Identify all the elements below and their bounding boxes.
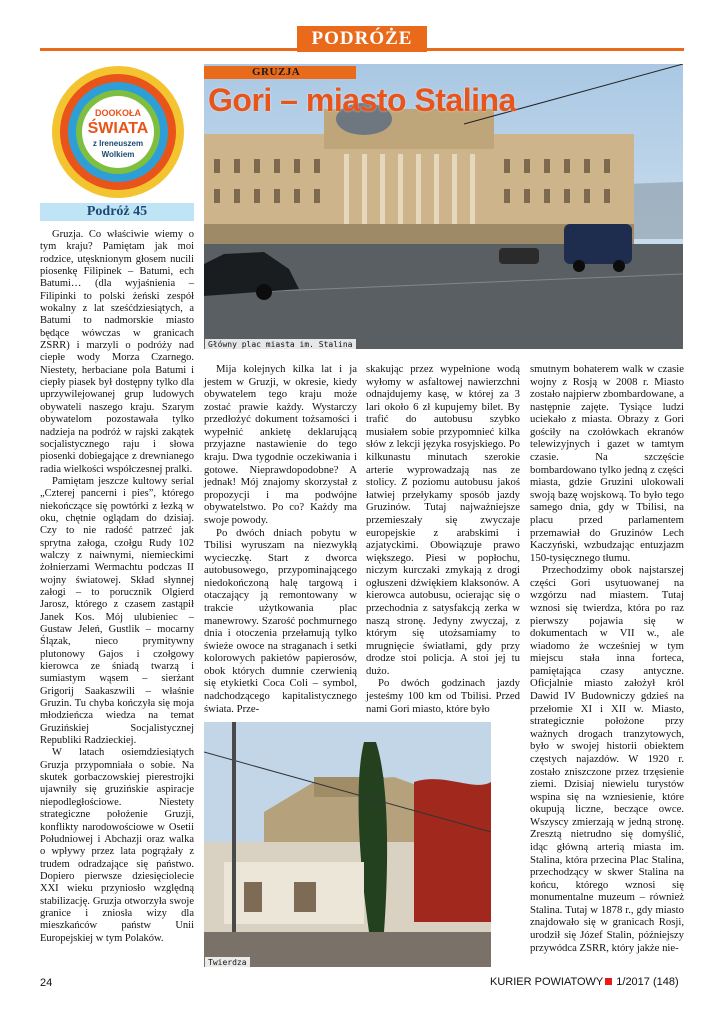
paragraph: skakując przez wypełnione wodą wyłomy w asfaltowej nawierzchni odnajdujemy kasę, w której za 3 lari około 6 zł kupujemy bilet. By trafić do autobusu szybko musiałem sobie przypomnieć kilka słów z lekcji języka rosyjskiego. Po kilkunastu minutach szerokie arterie wyprowadzają nas ze stolicy. Z poziomu autobusu jakoś łatwiej przełykamy sposób jazdy Gruzinów. Tutaj najważniejsze przemieszały się zwyczaje europejskie z arabskimi i azjatyckimi. Obowiązuje prawo większego. Piesi w popłochu, niczym kurczaki zmykają z drogi ogłuszeni dźwiękiem klaksonów. A kierowca autobusu, ocierając się o przechodnia z satysfakcją zerka w naszą stronę. Jedyny zwyczaj, z którym się utożsamiamy to mrugnięcie światłami, gdy przy drodze stoi policja. A stoi jej tu dużo. <box>366 363 520 677</box>
fortress-photo <box>204 722 491 967</box>
paragraph: Pamiętam jeszcze kultowy serial „Czterej pancerni i pies”, którego niekończące się powtórki z łezką w oku, chętnie oglądam do dzisiaj. Czy to nie radość patrzeć jak sprytna załoga, czołgu Rudy 102 walczy z naiwnymi, niemieckimi żołnierzami Wermachtu podczas II wojny światowej. Skład słynnej załogi – to porucznik Olgierd Jarosz, którego z czasem zastąpił Janek Kos. Mój ulubieniec – Gustaw Jeleń, Gustlik – mocarny Ślązak, nieco prymitywny plutonowy Gajos i czołgowy kierowca ze śniadą twarzą i sumiastym wąsem – sierżant Grigorij Saakaszwili – właśnie Gruzin. Tu chyba kończyła się moja młodzieńcza wiedza na temat Gruzińskiej Socjalistycznej Republiki Radzieckiej. <box>40 475 194 747</box>
text-column-2 <box>204 363 357 715</box>
publication-name: KURIER POWIATOWY <box>490 976 604 988</box>
paragraph: Mija kolejnych kilka lat i ja jestem w Gruzji, w okresie, kiedy obywatelem tego kraju może zostać prawie każdy. Wystarczy przedłożyć dokument tożsamości i wypełnić ankietę deklarującą przyjazne nastawienie do tego kraju. Dwa tygodnie oczekiwania i gotowe. Nieprawdopodobne? A jednak! Mój znajomy skorzystał z propozycji i ma podwójne obywatelstwo. Po co? Każdy ma swoje powody. <box>204 363 357 526</box>
footer-publication <box>490 976 679 988</box>
photo1-caption: Główny plac miasta im. Stalina <box>205 339 356 351</box>
series-label: Podróż 45 <box>40 203 194 221</box>
text-column-3 <box>366 363 520 715</box>
logo-line4: Wolkiem <box>101 150 135 159</box>
paragraph: W latach osiemdziesiątych Gruzja przypomniała o sobie. Na skutek gorbaczowskiej pierestrojki ujawniły się gruzińskie aspiracje niepodległościowe. Niestety strategiczne położenie Gruzji, konflikty narodowościowe w Osetii Południowej i Abchazji oraz walka o wpływy przez lata pogrążały z trudem odradzające się państwo. Dopiero pierwsze dziesięciolecie XXI wieku przyniosło względną stabilizację. Gruzja otworzyła swoje granice i zniosła wizy dla mieszkańców państw Unii Europejskiej w tym Polaków. <box>40 747 194 944</box>
logo-line2: ŚWIATA <box>87 120 149 137</box>
logo-line1: DOOKOŁA <box>95 108 141 118</box>
issue-number: 1/2017 (148) <box>616 976 679 988</box>
paragraph: smutnym bohaterem walk w czasie wojny z Rosją w 2008 r. Miasto zostało najpierw zbombardowane, a następnie zajęte. Tysiące ludzi uciekało z miasta. Obrazy z Gori gościły na czołówkach ekranów telewizyjnych i gazet w tamtym czasie. Na szczęście bombardowano tylko jedną z części miasta, gdzie Gruzini ulokowali swoją bazę wojskową. To było tego samego dnia, gdy w Tbilisi, na placu przed parlamentem przemawiał do Gruzinów Lech Kaczyński, wzbudzając entuzjazm 150-tysięcznego tłumu. <box>530 363 684 564</box>
section-label: PODRÓŻE <box>297 26 427 52</box>
paragraph: Po dwóch godzinach jazdy jesteśmy 100 km od Tbilisi. Przed nami Gori miasto, które było <box>366 677 520 715</box>
kicker: GRUZJA <box>204 66 356 79</box>
photo2-caption: Twierdza <box>205 957 250 969</box>
text-column-1 <box>40 229 194 945</box>
paragraph: Gruzja. Co właściwie wiemy o tym kraju? Pamiętam jak moi rodzice, utęsknionym głosem nucili piosenkę Filipinek – Batumi, ech Batumi… (dla wyjaśnienia – Filipinki to polski żeński zespół wokalny z lat sześćdziesiątych, a Batumi to nadmorskie miasto będące wówczas w granicach ZSRR) i marzyli o podróży nad ciepłe wody Morza Czarnego. Niestety, herbaciane pola Batumi i ciepły piasek był dostępny tylko dla uprzywilejowanej grup ludowych obywateli naszego kraju. Szarym obywatelom pozostawała tylko nadzieja na podróż w rajski zakątek socjalistycznego raju i słowa piosenki dobiegające z drewnianego radia wielkości współczesnej pralki. <box>40 229 194 475</box>
series-logo <box>48 62 188 202</box>
article-title: Gori – miasto Stalina <box>208 82 516 118</box>
text-column-4 <box>530 363 684 954</box>
paragraph: Po dwóch dniach pobytu w Tbilisi wyruszam na niezwykłą wycieczkę. Start z dworca autobusowego, przypominającego niedokończoną halę targową i otaczający ją remontowany w trakcie użytkowania plac manewrowy. Szarość pochmurnego dnia i otoczenia przełamują tylko świeże owoce na straganach i setki kolorowych pakietów papierosów, obok których dumnie czerwienią się etykietki Coca Coli – symbol, nadchodzącego kapitalistycznego świata. Prze- <box>204 526 357 715</box>
square-bullet-icon <box>605 978 612 985</box>
logo-line3: z Ireneuszem <box>92 139 144 148</box>
page-number: 24 <box>40 977 53 989</box>
paragraph: Przechodzimy obok najstarszej części Gori usytuowanej na wzgórzu nad miastem. Tutaj wznosi się twierdza, która po raz pierwszy pojawia się w dokumentach w VII w., ale wiadomo że wcześniej w tym miejscu stała inna forteca, pamiętająca czasy antyczne. Oficjalnie miasto założył król Dawid IV Budowniczy gdzieś na przełomie XI i XII w. Miasto, strategicznie położone przy ważnych drogach tranzytowych, było w swojej historii obiektem częstych najazdów. W 1920 r. zostało zniszczone przez trzęsienie ziemi. Dzisiaj niewielu turystów wspina się na wzniesienie, które okupują liczne, beczące owce. Wszyscy zmierzają w jedną stronę. Zresztą nietrudno się domyślić, idąc główną arterią miasta im. Stalina, która przecina Plac Stalina, przechodzący w skwer Stalina na końcu, którego wznosi się monumentalne muzeum – również Stalina. Tutaj w 1878 r., gdy miasto znajdowało się w granicach Rosji, urodził się Józef Stalin, późniejszy przywódca ZSRR, który jakże nie- <box>530 564 684 954</box>
